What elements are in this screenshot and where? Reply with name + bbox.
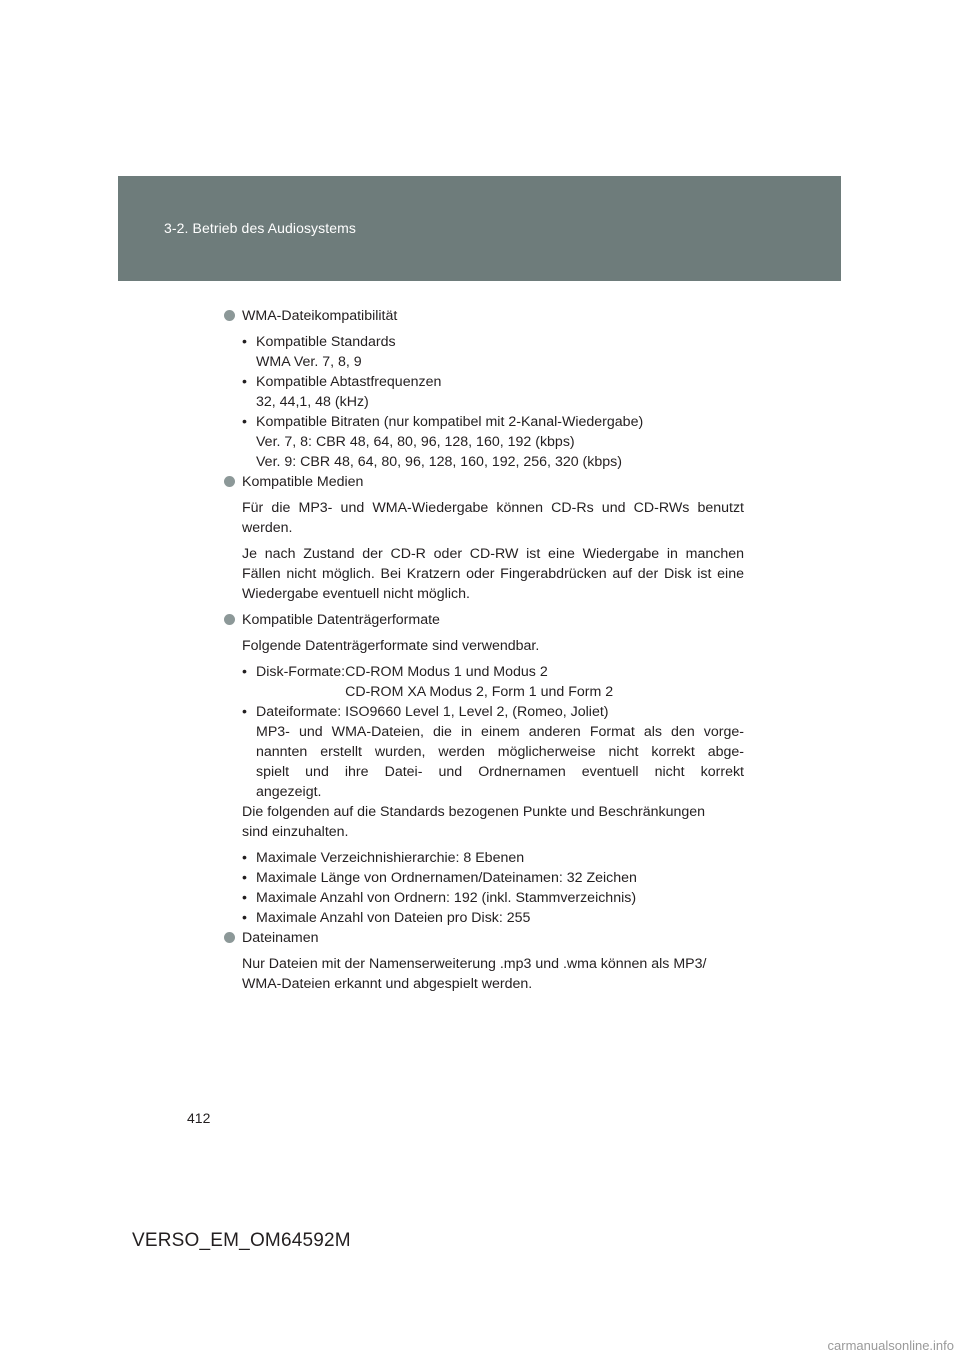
- bullet-icon: •: [242, 910, 247, 926]
- bullet-dot-icon: [224, 932, 235, 943]
- list-item: • Kompatible Abtastfrequenzen 32, 44,1, 48 (kHz): [242, 374, 442, 410]
- section-compatible-media: [224, 472, 744, 604]
- section-heading: WMA-Dateikompatibilität: [224, 306, 744, 326]
- bullet-icon: •: [242, 704, 247, 720]
- formats-list: [224, 662, 744, 802]
- paragraph: Je nach Zustand der CD-R oder CD-RW ist eine Wiedergabe in manchen Fällen nicht möglich. Bei Kratzern oder Fingerabdrücken auf der Disk ist eine Wiedergabe eventuell nicht möglich.: [242, 546, 744, 602]
- bullet-icon: •: [242, 850, 247, 866]
- list-item: • Kompatible Bitraten (nur kompatibel mit 2-Kanal-Wiedergabe) Ver. 7, 8: CBR 48, 64, 80, 96, 128, 160, 192 (kbps) Ver. 9: CBR 48, 64, 80, 96, 128, 160, 192, 256, 320 (kbps): [242, 414, 644, 470]
- section-heading: Dateinamen: [224, 928, 744, 948]
- bullet-dot-icon: [224, 614, 235, 625]
- bullet-icon: •: [242, 870, 247, 886]
- bullet-icon: •: [242, 890, 247, 906]
- bullet-dot-icon: [224, 310, 235, 321]
- bullet-icon: •: [242, 374, 247, 390]
- bullet-dot-icon: [224, 476, 235, 487]
- limits-list: [224, 848, 744, 928]
- list-item: • Maximale Länge von Ordnernamen/Dateinamen: 32 Zeichen: [242, 870, 637, 886]
- section-file-names: [224, 928, 744, 994]
- paragraph: Folgende Datenträgerformate sind verwendbar.: [242, 638, 540, 654]
- list-item: • Kompatible Standards WMA Ver. 7, 8, 9: [242, 334, 396, 370]
- bullet-icon: •: [242, 334, 247, 350]
- list-item: • Maximale Verzeichnishierarchie: 8 Ebenen: [242, 850, 525, 866]
- section-heading: Kompatible Datenträgerformate: [224, 610, 744, 630]
- list-item: • Maximale Anzahl von Ordnern: 192 (inkl. Stammverzeichnis): [242, 890, 637, 906]
- watermark: carmanualsonline.info: [827, 1338, 954, 1353]
- list-item: • Disk-Formate: CD-ROM Modus 1 und Modus 2 CD-ROM XA Modus 2, Form 1 und Form 2: [242, 664, 614, 700]
- section-compatible-formats: [224, 610, 744, 928]
- header-bar: [118, 176, 841, 281]
- disk-formats-label: Disk-Formate:: [256, 664, 346, 680]
- section-heading: Kompatible Medien: [224, 472, 744, 492]
- document-code: VERSO_EM_OM64592M: [132, 1230, 351, 1251]
- list-item: • Maximale Anzahl von Dateien pro Disk: 255: [242, 910, 531, 926]
- list-item: • Dateiformate: ISO9660 Level 1, Level 2, (Romeo, Joliet) MP3- und WMA-Dateien, die in einem anderen Format als den vorge- nannten erstellt wurden, werden möglicherweise nicht korrekt abge- spielt und ihre Datei- und Ordnernamen eventuell nicht korrekt angezeigt.: [242, 704, 744, 800]
- section-wma-compatibility: [224, 306, 744, 472]
- paragraph: Für die MP3- und WMA-Wiedergabe können CD-Rs und CD-RWs benutzt werden.: [242, 500, 744, 536]
- page-content: [224, 306, 744, 994]
- paragraph: Nur Dateien mit der Namenserweiterung .mp3 und .wma können als MP3/ WMA-Dateien erkannt und abgespielt werden.: [242, 956, 707, 992]
- paragraph: Die folgenden auf die Standards bezogenen Punkte und Beschränkungen sind einzuhalten.: [242, 804, 706, 840]
- wma-list: [224, 332, 744, 472]
- bullet-icon: •: [242, 664, 247, 680]
- section-title: 3-2. Betrieb des Audiosystems: [164, 220, 356, 236]
- page-number: 412: [187, 1110, 211, 1126]
- bullet-icon: •: [242, 414, 247, 430]
